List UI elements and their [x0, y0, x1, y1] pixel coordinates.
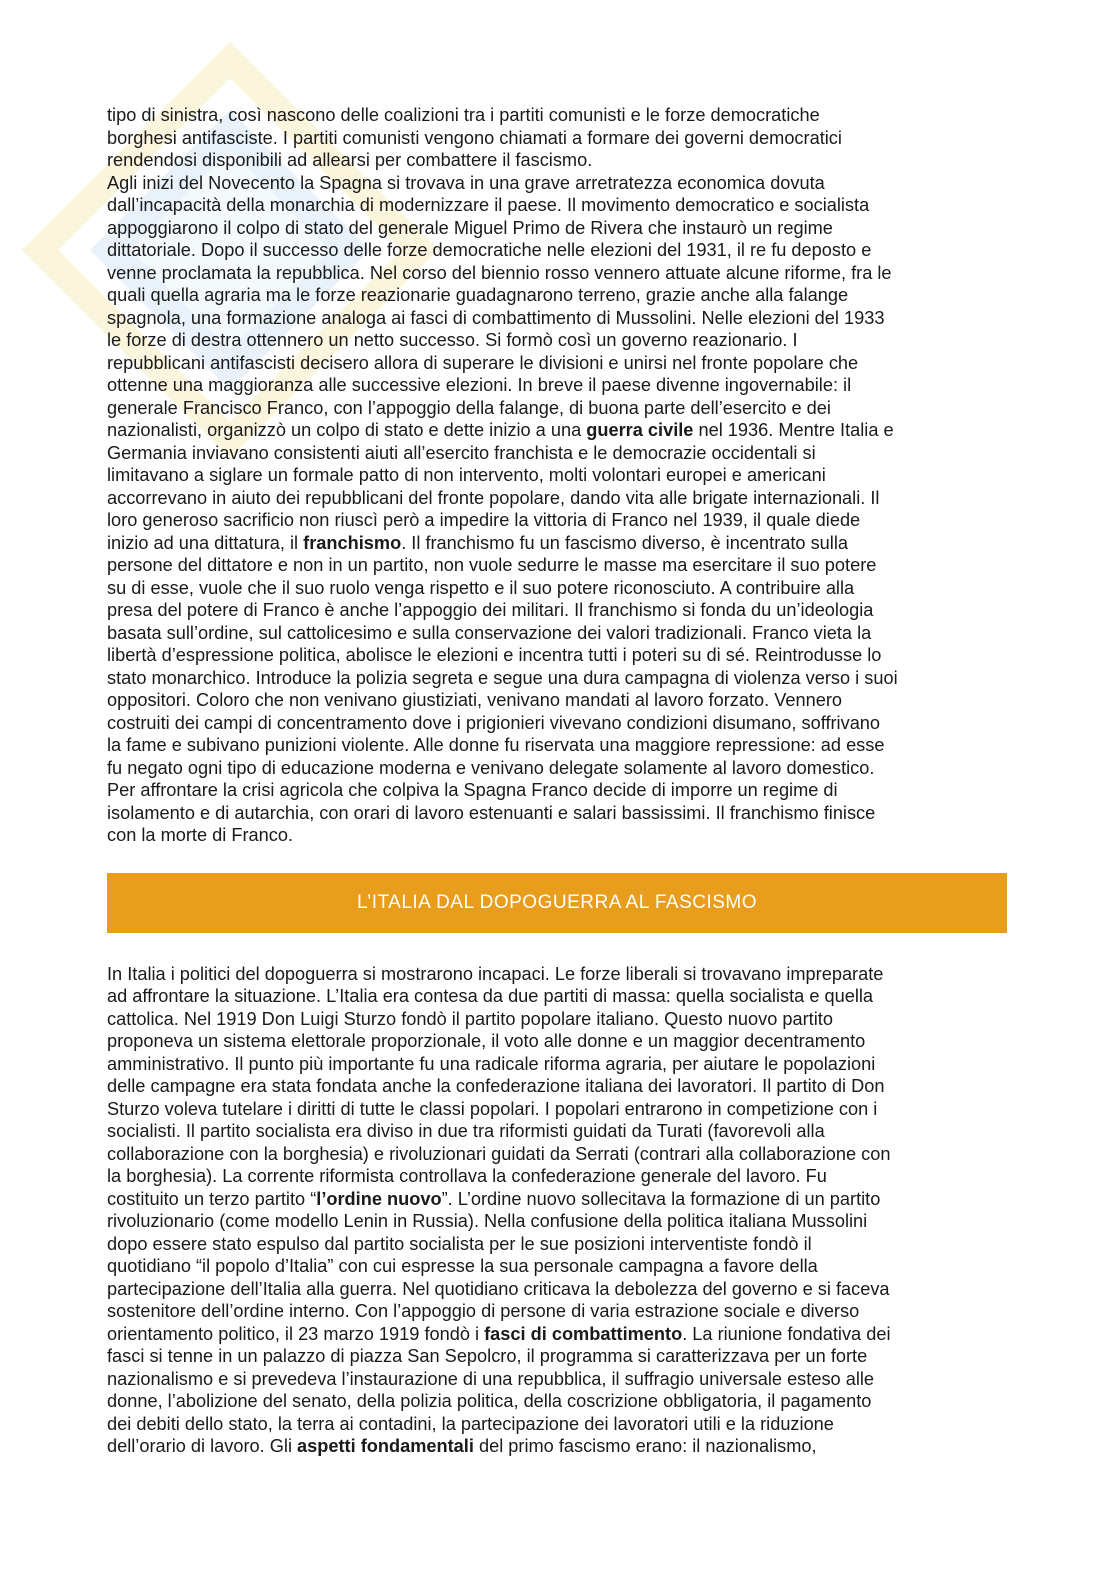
text-line: su di esse, vuole che il suo ruolo venga rispetto e il suo potere riconosciuto. A contribuire alla	[107, 577, 855, 598]
text-line: proponeva un sistema elettorale proporzionale, il voto alle donne e un maggior decentramento	[107, 1031, 866, 1051]
text-line: amministrativo. Il punto più importante fu una radicale riforma agraria, per aiutare le popolazioni	[107, 1053, 876, 1074]
section-title: L’ITALIA DAL DOPOGUERRA AL FASCISMO	[356, 891, 758, 913]
text-line: basata sull’ordine, sul cattolicesimo e sulla conservazione dei valori tradizionali. Franco vieta la	[107, 622, 872, 643]
text-line: generale Francisco Franco, con l’appoggio della falange, di buona parte dell’esercito e dei	[107, 397, 831, 418]
document-page	[107, 104, 1007, 1458]
text-line: . Il franchismo fu un fascismo diverso, è incentrato sulla	[401, 532, 848, 553]
text-line: stato monarchico. Introduce la polizia segreta e segue una dura campagna di violenza verso i suoi	[107, 667, 898, 688]
text-line: dittatoriale. Dopo il successo delle forze democratiche nelle elezioni del 1931, il re fu deposto e	[107, 240, 872, 260]
text-line: appoggiarono il colpo di stato del generale Miguel Primo de Rivera che instaurò un regime	[107, 217, 833, 238]
text-line: cattolica. Nel 1919 Don Luigi Sturzo fondò il partito popolare italiano. Questo nuovo partito	[107, 1008, 833, 1029]
bold-term-guerra-civile: guerra civile	[586, 420, 694, 440]
text-line: oppositori. Coloro che non venivano giustiziati, venivano mandati al lavoro forzato. Vennero	[107, 690, 843, 710]
text-line: inizio ad una dittatura, il	[107, 532, 304, 553]
text-line: dopo essere stato espulso dal partito socialista per le sue posizioni interventiste fondò il	[107, 1233, 812, 1254]
text-line: accorrevano in aiuto dei repubblicani del fronte popolare, dando vita alle brigate internazionali. Il	[107, 487, 880, 508]
text-line: limitavano a siglare un formale patto di non intervento, molti volontari europei e americani	[107, 465, 826, 485]
text-line: Agli inizi del Novecento la Spagna si trovava in una grave arretratezza economica dovuta	[107, 172, 825, 193]
text-line: partecipazione dell’Italia alla guerra. Nel quotidiano criticava la debolezza del governo e si faceva	[107, 1278, 890, 1299]
text-line: nazionalisti, organizzò un colpo di stato e dette inizio a una	[107, 420, 587, 440]
text-line: presa del potere di Franco è anche l’appoggio dei militari. Il franchismo si fonda du un’ideologia	[107, 600, 874, 620]
bold-term-fasci-di-combattimento: fasci di combattimento	[484, 1323, 683, 1344]
text-line: quotidiano “il popolo d’Italia” con cui espresse la sua personale campagna a favore della	[107, 1256, 818, 1276]
text-line: donne, l’abolizione del senato, della polizia politica, della coscrizione obbligatoria, il pagamento	[107, 1391, 872, 1411]
text-line: dei debiti dello stato, la terra ai contadini, la partecipazione dei lavoratori utili e la riduzione	[107, 1413, 834, 1434]
text-line: la fame e subivano punizioni violente. Alle donne fu riservata una maggiore repressione: ad esse	[107, 735, 885, 755]
section-header-bar	[107, 873, 1007, 933]
text-line: . La riunione fondativa dei	[682, 1323, 891, 1344]
text-line: dall’incapacità della monarchia di modernizzare il paese. Il movimento democratico e socialista	[107, 195, 870, 215]
paragraph-italy	[107, 963, 1007, 1458]
text-line: isolamento e di autarchia, con orari di lavoro estenuanti e salari bassissimi. Il franchismo finisce	[107, 802, 876, 823]
text-line: collaborazione con la borghesia) e rivoluzionari guidati da Serrati (contrari alla collaborazione con	[107, 1143, 891, 1164]
text-line: Germania inviavano consistenti aiuti all’esercito franchista e le democrazie occidentali si	[107, 442, 816, 463]
text-line: venne proclamata la repubblica. Nel corso del biennio rosso vennero attuate alcune riforme, fra le	[107, 262, 892, 283]
text-line: nazionalismo e si prevedeva l’instaurazione di una repubblica, il suffragio universale esteso alle	[107, 1368, 875, 1389]
text-line: le forze di destra ottennero un netto successo. Si formò così un governo reazionario. I	[107, 330, 798, 350]
text-line: fu negato ogni tipo di educazione moderna e venivano delegate solamente al lavoro domestico.	[107, 757, 875, 778]
text-line: rivoluzionario (come modello Lenin in Russia). Nella confusione della politica italiana Mussolini	[107, 1211, 868, 1231]
bold-term-ordine-nuovo: l’ordine nuovo	[316, 1188, 442, 1209]
text-line: dell’orario di lavoro. Gli	[107, 1436, 298, 1456]
text-line: persone del dittatore e non in un partito, non vuole sedurre le masse ma esercitare il suo potere	[107, 555, 877, 575]
text-line: spagnola, una formazione analoga ai fasci di combattimento di Mussolini. Nelle elezioni del 1933	[107, 307, 885, 328]
text-line: Sturzo voleva tutelare i diritti di tutte le classi popolari. I popolari entrarono in competizione con i	[107, 1098, 878, 1119]
text-line: con la morte di Franco.	[107, 825, 293, 845]
text-line: del primo fascismo erano: il nazionalismo,	[473, 1436, 817, 1456]
text-line: loro generoso sacrificio non riuscì però a impedire la vittoria di Franco nel 1939, il quale diede	[107, 510, 861, 530]
text-line: la borghesia). La corrente riformista controllava la confederazione generale del lavoro. Fu	[107, 1166, 827, 1186]
bold-term-franchismo: franchismo	[303, 532, 402, 553]
text-line: ottenne una maggioranza alle successive elezioni. In breve il paese divenne ingovernabile: il	[107, 375, 852, 395]
text-line: nel 1936. Mentre Italia e	[693, 420, 894, 440]
text-line: fasci si tenne in un palazzo di piazza San Sepolcro, il programma si caratterizzava per un forte	[107, 1346, 868, 1366]
text-line: delle campagne era stata fondata anche la confederazione italiana dei lavoratori. Il partito di Don	[107, 1076, 885, 1096]
bold-term-aspetti-fondamentali: aspetti fondamentali	[297, 1436, 474, 1456]
text-line: costituito un terzo partito “	[107, 1188, 317, 1209]
text-line: repubblicani antifascisti decisero allora di superare le divisioni e unirsi nel fronte popolare che	[107, 352, 859, 373]
text-line: libertà d’espressione politica, abolisce le elezioni e incentra tutti i poteri su di sé. Reintrodusse lo	[107, 645, 882, 665]
text-line: Per affrontare la crisi agricola che colpiva la Spagna Franco decide di imporre un regime di	[107, 780, 838, 800]
text-line: ad affrontare la situazione. L’Italia era contesa da due partiti di massa: quella socialista e quella	[107, 986, 874, 1006]
text-line: tipo di sinistra, così nascono delle coalizioni tra i partiti comunisti e le forze democratiche	[107, 105, 820, 125]
text-line: rendendosi disponibili ad allearsi per combattere il fascismo.	[107, 150, 593, 170]
text-line: socialisti. Il partito socialista era diviso in due tra riformisti guidati da Turati (favorevoli alla	[107, 1121, 825, 1141]
text-line: costruiti dei campi di concentramento dove i prigionieri vivevano condizioni disumano, soffrivano	[107, 712, 881, 733]
text-line: orientamento politico, il 23 marzo 1919 fondò i	[107, 1323, 485, 1344]
text-line: sostenitore dell’ordine interno. Con l’appoggio di persone di varia estrazione sociale e diverso	[107, 1301, 860, 1321]
text-line: quali quella agraria ma le forze reazionarie guadagnarono terreno, grazie anche alla falange	[107, 285, 849, 305]
paragraph-spain	[107, 104, 1007, 847]
text-line: borghesi antifasciste. I partiti comunisti vengono chiamati a formare dei governi democratici	[107, 127, 842, 148]
text-line: In Italia i politici del dopoguerra si mostrarono incapaci. Le forze liberali si trovavano impreparate	[107, 963, 884, 984]
text-line: ”. L’ordine nuovo sollecitava la formazione di un partito	[441, 1188, 881, 1209]
